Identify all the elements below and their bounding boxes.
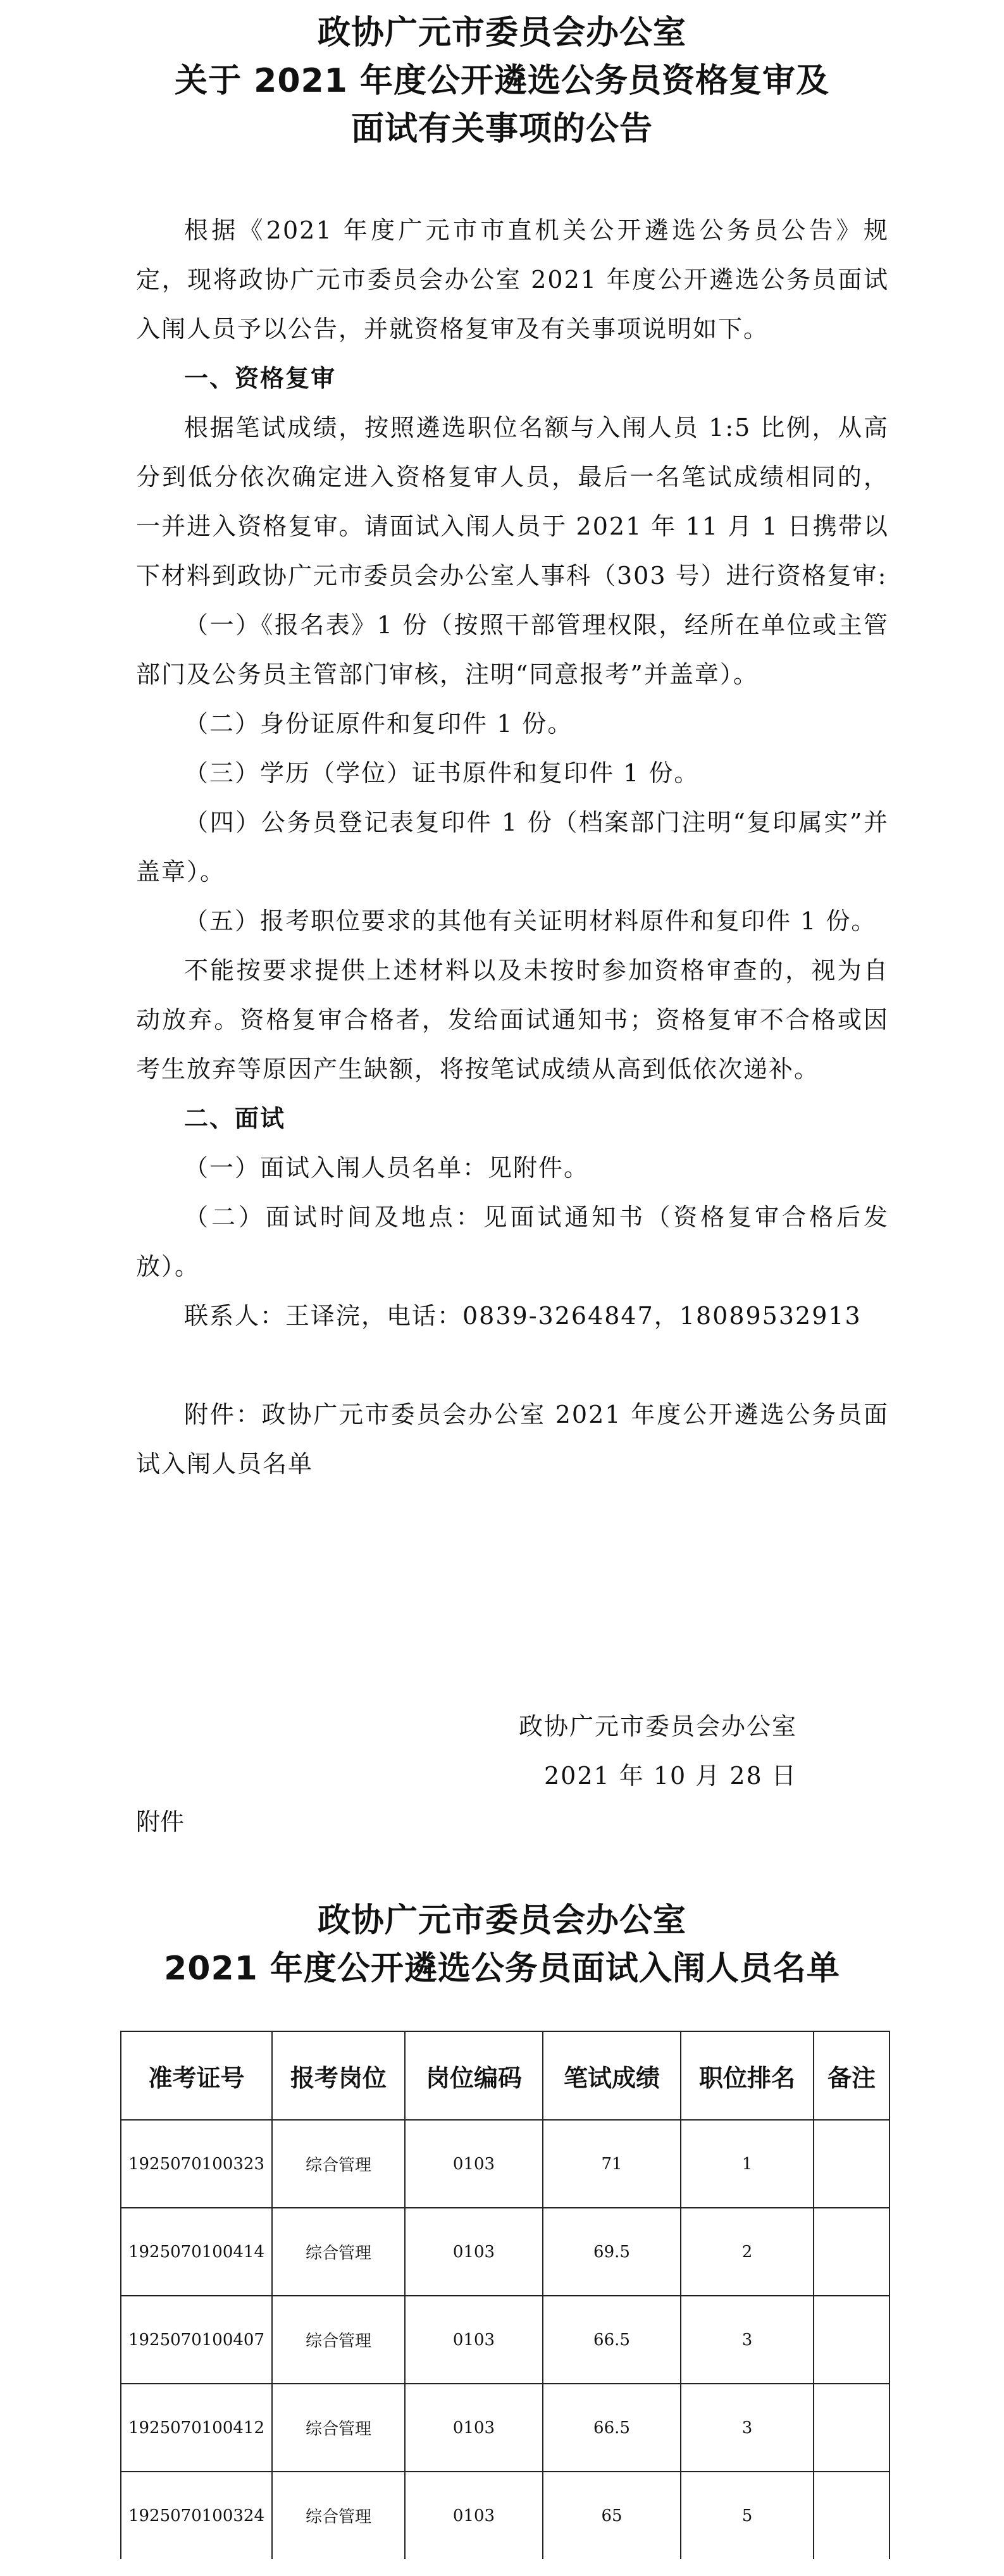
- cell-written-score: 71: [543, 2120, 681, 2208]
- cell-exam-id: 1925070100323: [121, 2120, 272, 2208]
- cell-rank: 3: [681, 2296, 814, 2384]
- cell-position-code: 0103: [405, 2384, 543, 2472]
- table-row: [121, 2384, 889, 2472]
- cell-position: 综合管理: [272, 2472, 405, 2559]
- attachment-title: [0, 1897, 1004, 1993]
- attachment-title-line: 2021 年度公开遴选公务员面试入闱人员名单: [164, 1950, 840, 1988]
- cell-position-code: 0103: [405, 2120, 543, 2208]
- material-item: （二）身份证原件和复印件 1 份。: [184, 710, 573, 738]
- signature-organization-text: 政协广元市委员会办公室: [519, 1712, 798, 1740]
- column-header-remarks: 备注: [814, 2031, 889, 2120]
- table-row: [121, 2296, 889, 2384]
- material-item: （四）公务员登记表复印件 1 份（档案部门注明“复印属实”并盖章）。: [136, 808, 889, 886]
- attachment-title-line: 政协广元市委员会办公室: [317, 1902, 686, 1940]
- notice-title: [0, 9, 1004, 153]
- cell-rank: 5: [681, 2472, 814, 2559]
- cell-written-score: 65: [543, 2472, 681, 2559]
- cell-position: 综合管理: [272, 2384, 405, 2472]
- cell-rank: 2: [681, 2208, 814, 2296]
- section-heading-interview: 二、面试: [184, 1105, 286, 1132]
- column-header-exam-id: 准考证号: [121, 2031, 272, 2120]
- interview-item: （二）面试时间及地点：见面试通知书（资格复审合格后发放）。: [136, 1203, 889, 1280]
- cell-written-score: 66.5: [543, 2384, 681, 2472]
- intro-paragraph: 根据《2021 年度广元市市直机关公开遴选公务员公告》规定，现将政协广元市委员会办公室 2021 年度公开遴选公务员面试入闱人员予以公告，并就资格复审及有关事项说明如下。: [136, 216, 889, 343]
- cell-rank: 3: [681, 2384, 814, 2472]
- material-item: （一）《报名表》1 份（按照干部管理权限，经所在单位或主管部门及公务员主管部门审核，注明“同意报考”并盖章）。: [136, 611, 889, 688]
- cell-remarks: [814, 2208, 889, 2296]
- contact-line: 联系人：王译浣，电话：0839-3264847，18089532913: [184, 1302, 862, 1330]
- qualification-paragraph: 根据笔试成绩，按照遴选职位名额与入闱人员 1:5 比例，从高分到低分依次确定进入资格复审人员，最后一名笔试成绩相同的，一并进入资格复审。请面试入闱人员于 2021 年 11 月 1 日携带以下材料到政协广元市委员会办公室人事科（303 号）进行资格复审:: [136, 414, 889, 590]
- cell-remarks: [814, 2120, 889, 2208]
- cell-remarks: [814, 2296, 889, 2384]
- signature-date-text: 2021 年 10 月 28 日: [544, 1762, 797, 1790]
- material-item: （五）报考职位要求的其他有关证明材料原件和复印件 1 份。: [184, 907, 877, 935]
- notice-title-line: 关于 2021 年度公开遴选公务员资格复审及: [175, 62, 829, 100]
- column-header-position: 报考岗位: [272, 2031, 405, 2120]
- cell-position-code: 0103: [405, 2208, 543, 2296]
- table-row: [121, 2208, 889, 2296]
- notice-title-line: 政协广元市委员会办公室: [317, 14, 686, 52]
- cell-exam-id: 1925070100324: [121, 2472, 272, 2559]
- cell-exam-id: 1925070100412: [121, 2384, 272, 2472]
- qualification-note-paragraph: 不能按要求提供上述材料以及未按时参加资格审查的，视为自动放弃。资格复审合格者，发给面试通知书；资格复审不合格或因考生放弃等原因产生缺额，将按笔试成绩从高到低依次递补。: [136, 957, 889, 1083]
- interview-item: （一）面试入闱人员名单：见附件。: [184, 1154, 590, 1182]
- cell-position: 综合管理: [272, 2208, 405, 2296]
- cell-position: 综合管理: [272, 2296, 405, 2384]
- column-header-position-code: 岗位编码: [405, 2031, 543, 2120]
- cell-exam-id: 1925070100407: [121, 2296, 272, 2384]
- table-header-row: [121, 2031, 889, 2120]
- paragraph-spacer: [136, 1341, 889, 1390]
- table-row: [121, 2120, 889, 2208]
- cell-exam-id: 1925070100414: [121, 2208, 272, 2296]
- notice-body: [136, 206, 889, 1489]
- section-heading-qualification: 一、资格复审: [184, 364, 337, 392]
- cell-written-score: 66.5: [543, 2296, 681, 2384]
- attachment-label: 附件: [136, 1808, 185, 1836]
- cell-remarks: [814, 2472, 889, 2559]
- cell-written-score: 69.5: [543, 2208, 681, 2296]
- column-header-rank: 职位排名: [681, 2031, 814, 2120]
- candidate-table: [120, 2031, 890, 2559]
- cell-position-code: 0103: [405, 2296, 543, 2384]
- cell-rank: 1: [681, 2120, 814, 2208]
- notice-title-line: 面试有关事项的公告: [350, 110, 653, 148]
- cell-position: 综合管理: [272, 2120, 405, 2208]
- table-row: [121, 2472, 889, 2559]
- cell-position-code: 0103: [405, 2472, 543, 2559]
- attachment-note: 附件：政协广元市委员会办公室 2021 年度公开遴选公务员面试入闱人员名单: [136, 1401, 889, 1478]
- column-header-written-score: 笔试成绩: [543, 2031, 681, 2120]
- material-item: （三）学历（学位）证书原件和复印件 1 份。: [184, 759, 700, 787]
- cell-remarks: [814, 2384, 889, 2472]
